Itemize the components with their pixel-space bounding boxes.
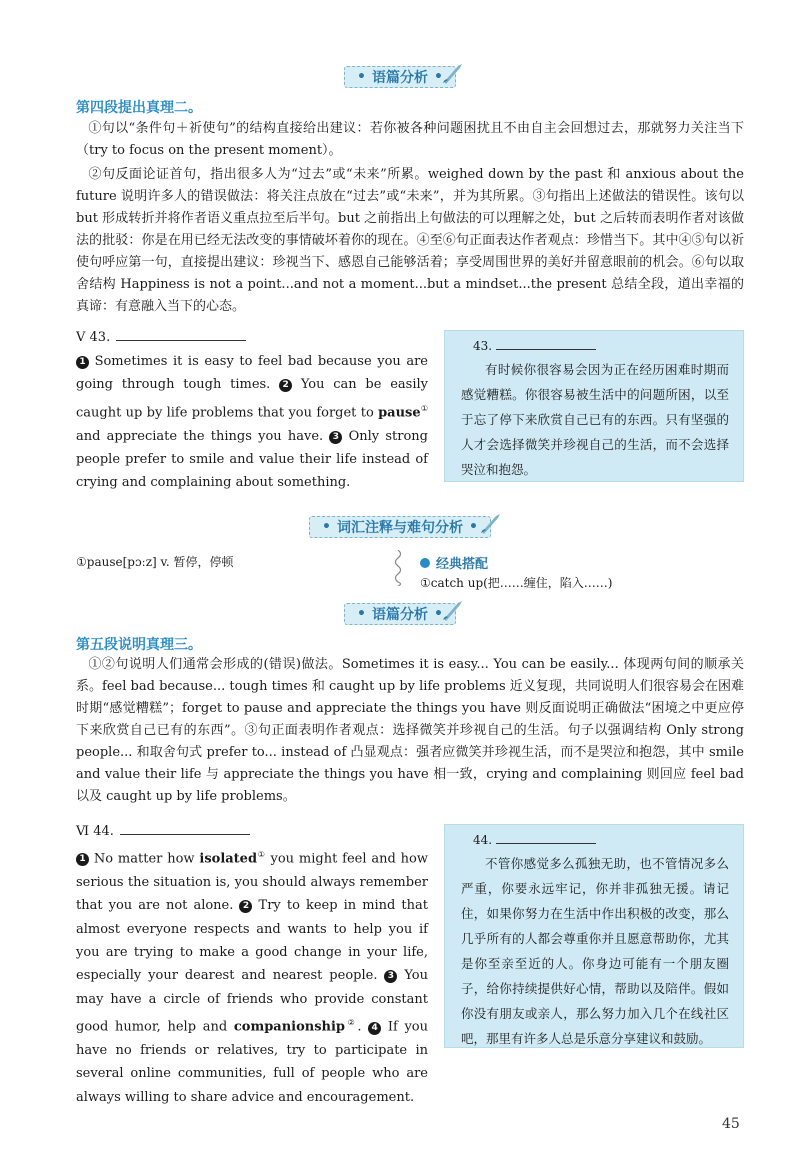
translation-box: 44. 不管你感觉多么孤独无助，也不管情况多么严重，你要永远牢记，你并非孤独无援。请记住，如果你努力在生活中作出积极的改变，那么几乎所有的人都会尊重你并且愿意帮助你，尤其是你至亲至近的人。你身边可能有一个朋友圈子，给你持续提供好心情，帮助以及陪伴。假如你没有朋友或亲人，那么努力加入几个在线社区吧，那里有许多人总是乐意分享建议和鼓励。	[444, 824, 744, 1048]
question-number: Ⅵ 44.	[76, 824, 250, 839]
paragraph-heading: 第五段说明真理三。	[76, 637, 202, 653]
question-number: Ⅴ 43.	[76, 330, 246, 345]
passage-text: 1 Sometimes it is easy to feel bad because you are going through tough times. 2 You can be easily caught up by life problems that you forget to pause① and appreciate the things you have. 3 Only strong people prefer to smile and value their life instead of crying and complaining about something.	[76, 354, 428, 491]
collocation-note: ①catch up(把……缠住，陷入……)	[420, 576, 613, 590]
sentence-marker-1: 1	[76, 356, 89, 369]
section-header-analysis-1: • 语篇分析 •	[0, 62, 800, 92]
section-header-analysis-2: • 语篇分析 •	[0, 599, 800, 629]
section-title: 词汇注释与难句分析	[337, 520, 463, 536]
section-title: 语篇分析	[372, 607, 428, 623]
section-header-vocab: • 词汇注释与难句分析 •	[0, 512, 800, 542]
passage-text: 1 No matter how isolated① you might feel and how serious the situation is, you should always remember that you are not alone. 2 Try to keep in mind that almost everyone respects and wants to help you if you are trying to make a good change in your life, especially your dearest and nearest people. 3 You may have a circle of friends who provide constant good humor, help and companionship②. 4 If you have no friends or relatives, try to participate in several online communities, full of people who are always willing to share advice and encouragement.	[76, 850, 429, 1105]
sentence-marker-3: 3	[329, 431, 342, 444]
spring-divider-icon	[392, 550, 404, 586]
section-title: 语篇分析	[372, 70, 428, 86]
vocab-note: ①pause[pɔːz] v. 暂停，停顿	[76, 555, 234, 569]
analysis-paragraph: ①句以“条件句＋祈使句”的结构直接给出建议：若你被各种问题困扰且不由自主会回想过去，那就努力关注当下（try to focus on the present moment）。	[76, 121, 744, 158]
vocab-word: isolated	[199, 851, 258, 867]
sentence-marker-4: 4	[368, 1022, 381, 1035]
analysis-paragraph: ②句反面论证首句，指出很多人为“过去”或“未来”所累。weighed down by the past 和 anxious about the future 说明许多人的错误做法：将关注点放在“过去”或“未来”，并为其所累。③句指出上述做法的错误性。该句以 but 形成转折并将作者语义重点拉至后半句。but 之前指出上句做法的可以理解之处，but 之后转而表明作者对该做法的批驳：你是在用已经无法改变的事情破坏着你的现在。④至⑥句正面表达作者观点：珍惜当下。其中④⑤句以祈使句呼应第一句，直接提出建议：珍视当下、感恩自己能够活着；享受周围世界的美好并留意眼前的机会。⑥句以取舍结构 Happiness is not a point...and not a moment...but a mindset...the present 总结全段，道出幸福的真谛：有意融入当下的心态。	[76, 167, 744, 314]
vocab-word: companionship	[233, 1019, 346, 1035]
analysis-paragraph: ①②句说明人们通常会形成的(错误)做法。Sometimes it is easy... You can be easily... 体现两句间的顺承关系。feel bad because... tough times 和 caught up by life problems 近义复现，共同说明人们很容易会在困难时期“感觉糟糕”；forget to pause and appreciate the things you have 则反面说明正确做法“困境之中更应停下来欣赏自己已有的东西”。③句正面表明作者观点：选择微笑并珍视自己的生活。句子以强调结构 Only strong people... 和取舍句式 prefer to... instead of 凸显观点：强者应微笑并珍视生活，而不是哭泣和抱怨，其中 smile and value their life 与 appreciate the things you have 相一致，crying and complaining 则回应 feel bad 以及 caught up by life problems。	[76, 657, 744, 804]
answer-blank[interactable]	[120, 833, 250, 835]
sentence-marker-1: 1	[76, 853, 89, 866]
answer-blank[interactable]	[116, 339, 246, 341]
sentence-marker-2: 2	[239, 900, 252, 913]
translation-text: 不管你感觉多么孤独无助，也不管情况多么严重，你要永远牢记，你并非孤独无援。请记住，如果你努力在生活中作出积极的改变，那么几乎所有的人都会尊重你并且愿意帮助你，尤其是你至亲至近的人。你身边可能有一个朋友圈子，给你持续提供好心情，帮助以及陪伴。假如你没有朋友或亲人，那么努力加入几个在线社区吧，那里有许多人总是乐意分享建议和鼓励。	[461, 856, 729, 1046]
collocation-heading: 经典搭配	[420, 553, 488, 572]
translation-text: 有时候你很容易会因为正在经历困难时期而感觉糟糕。你很容易被生活中的问题所困，以至于忘了停下来欣赏自己已有的东西。只有坚强的人才会选择微笑并珍视自己的生活，而不会选择哭泣和抱怨。	[461, 362, 729, 477]
brush-icon	[440, 597, 466, 623]
vocab-word: pause	[378, 405, 421, 421]
brush-icon	[478, 510, 504, 536]
sentence-marker-2: 2	[279, 379, 292, 392]
page-number: 45	[722, 1116, 740, 1132]
brush-icon	[440, 60, 466, 86]
answer-blank[interactable]	[496, 842, 596, 844]
sentence-marker-3: 3	[384, 970, 397, 983]
translation-box: 43. 有时候你很容易会因为正在经历困难时期而感觉糟糕。你很容易被生活中的问题所困，以至于忘了停下来欣赏自己已有的东西。只有坚强的人才会选择微笑并珍视自己的生活，而不会选择哭泣和抱怨。	[444, 330, 744, 482]
paragraph-heading: 第四段提出真理二。	[76, 100, 202, 116]
answer-blank[interactable]	[496, 348, 596, 350]
dot-icon	[420, 558, 430, 568]
